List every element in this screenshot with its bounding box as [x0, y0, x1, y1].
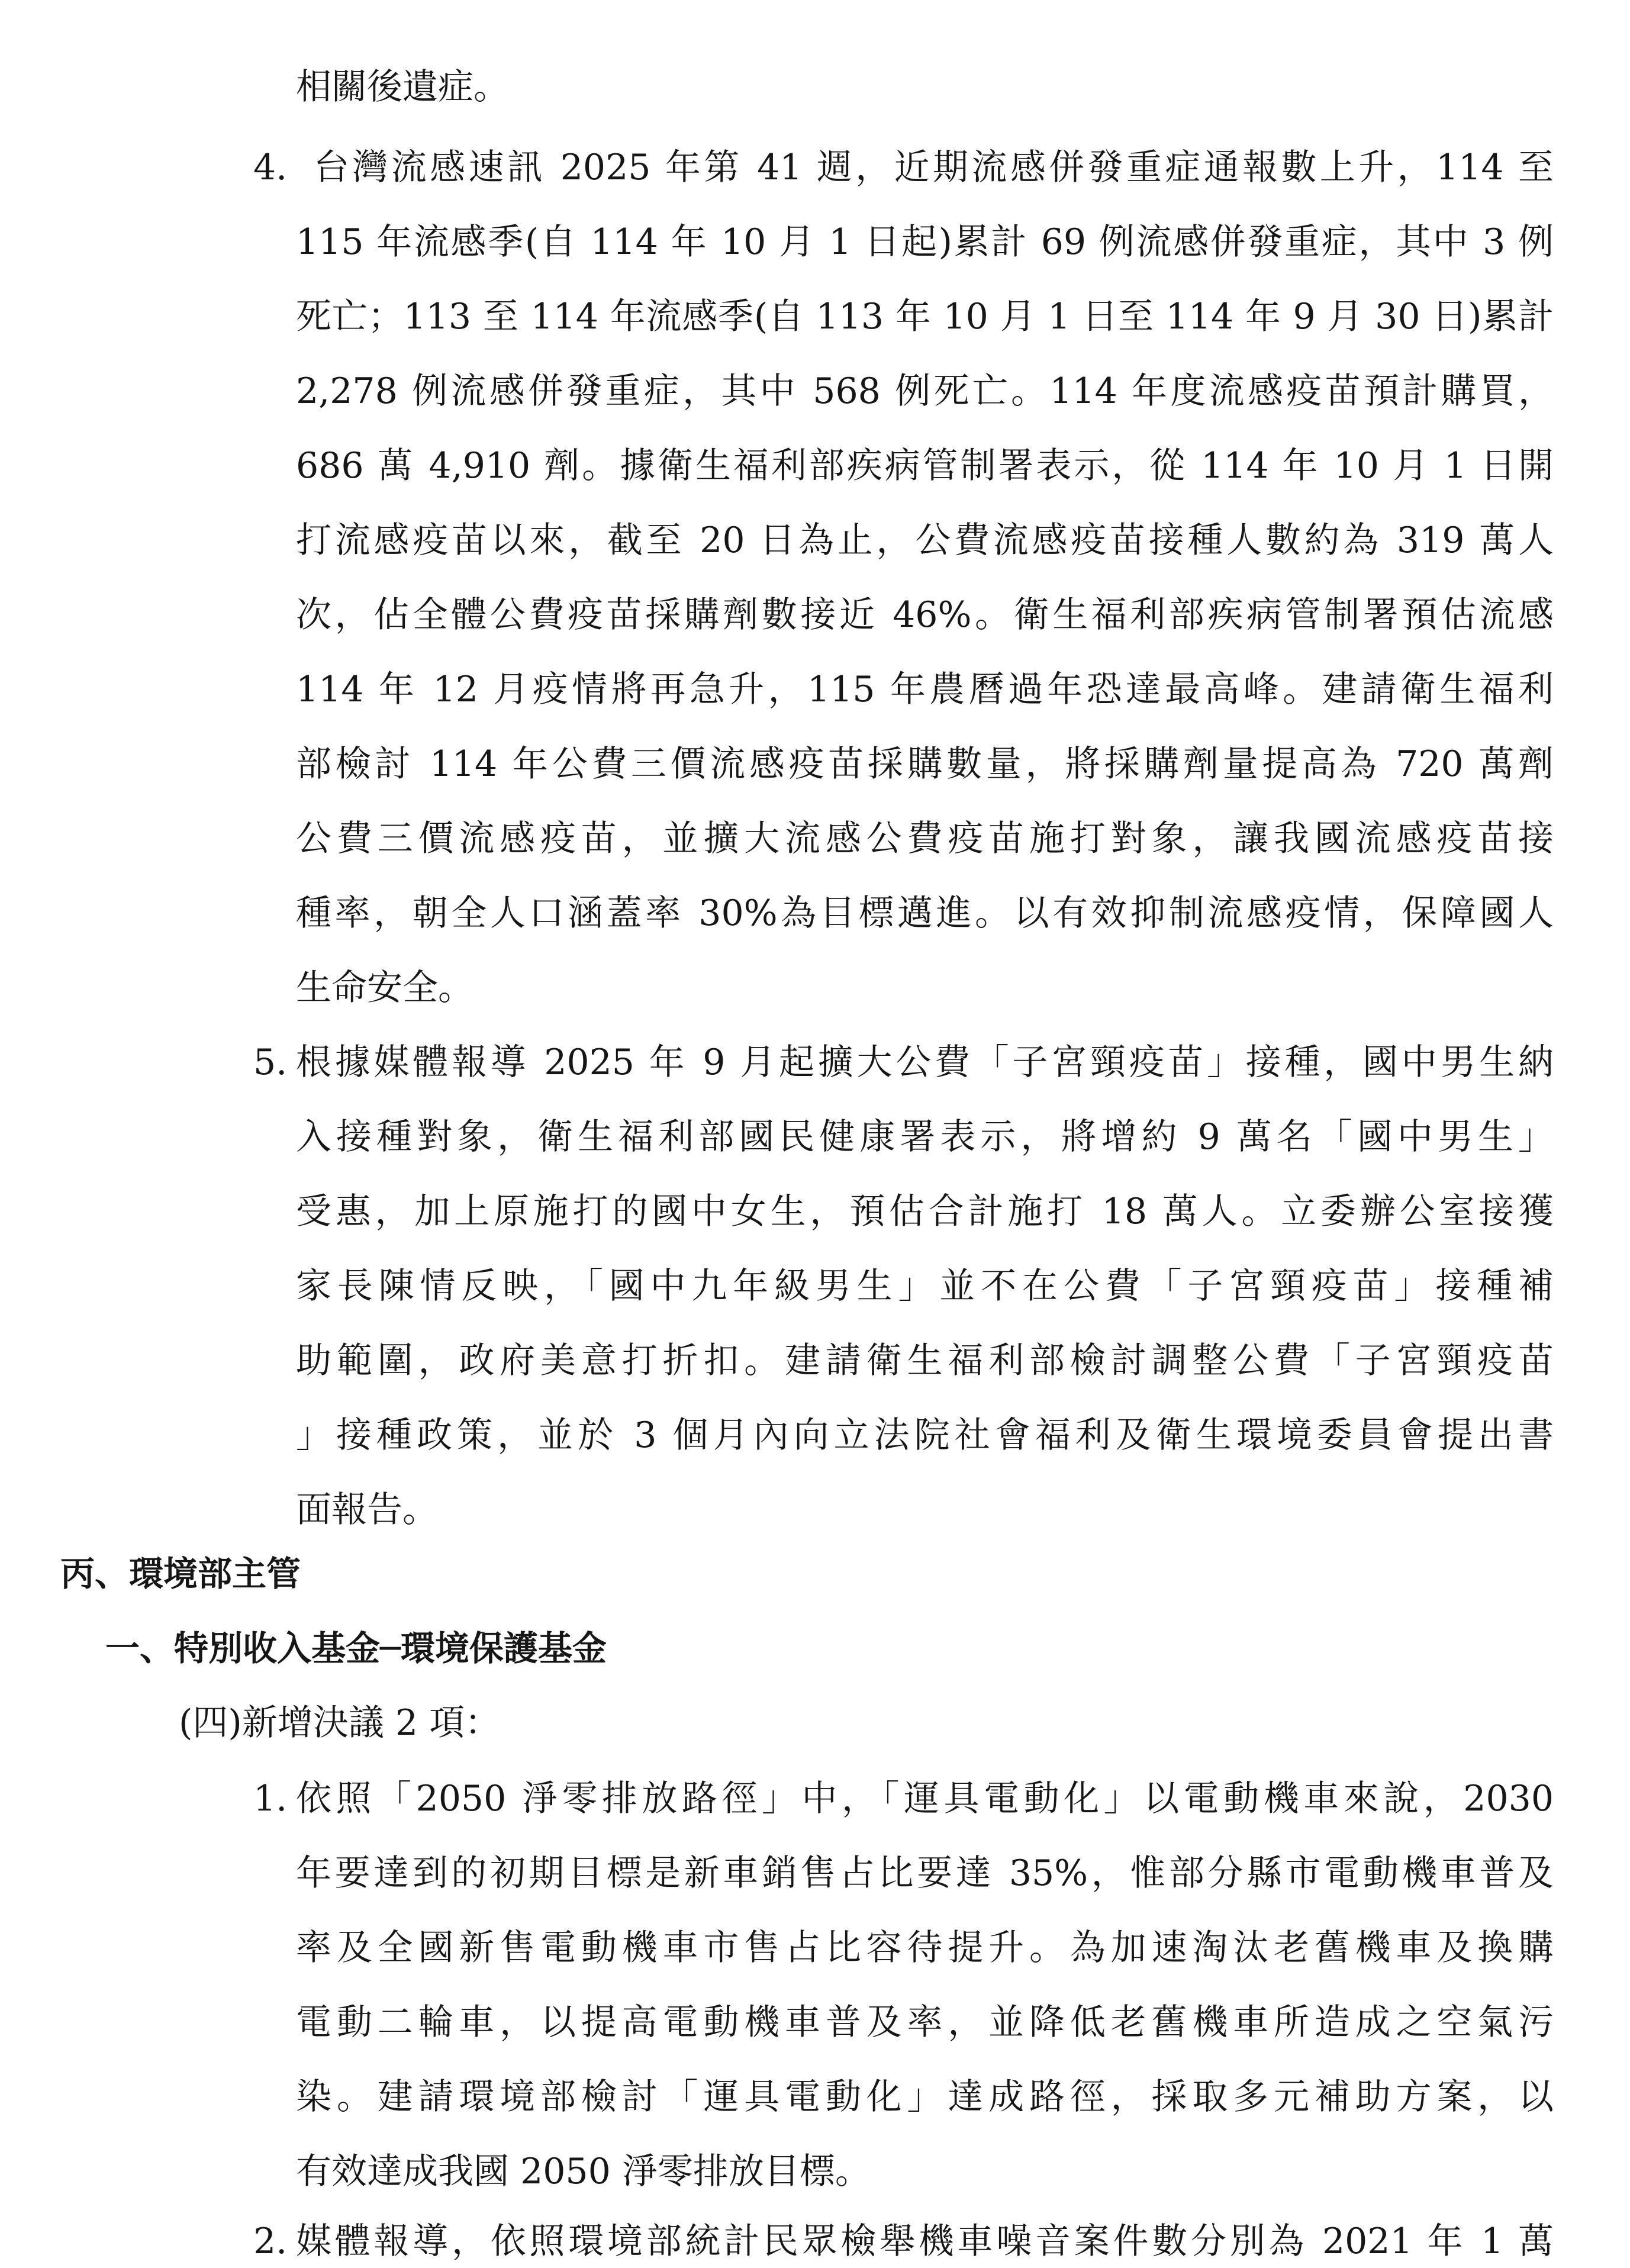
item-4-line: 686 萬 4,910 劑。據衛生福利部疾病管制署表示，從 114 年 10 月 1 日開 [296, 445, 1554, 487]
resolution-1-line: 年要達到的初期目標是新車銷售占比要達 35%，惟部分縣市電動機車普及 [296, 1853, 1554, 1894]
item-5-line: 入接種對象，衛生福利部國民健康署表示，將增約 9 萬名「國中男生」 [296, 1116, 1554, 1158]
section-heading: 丙、環境部主管 [60, 1554, 301, 1594]
item-4-line: 次，佔全體公費疫苗採購劑數接近 46%。衛生福利部疾病管制署預估流感 [296, 594, 1554, 636]
item-4-line: 種率，朝全人口涵蓋率 30%為目標邁進。以有效抑制流感疫情，保障國人 [296, 893, 1554, 934]
resolution-2-number: 2. [253, 2221, 288, 2262]
item-4-number: 4. [253, 147, 288, 188]
resolution-1-line: 率及全國新售電動機車市售占比容待提升。為加速淘汰老舊機車及換購 [296, 1927, 1554, 1969]
item-5-line: 根據媒體報導 2025 年 9 月起擴大公費「子宮頸疫苗」接種，國中男生納 [296, 1042, 1554, 1083]
resolution-2-line: 媒體報導，依照環境部統計民眾檢舉機車噪音案件數分別為 2021 年 1 萬 [296, 2221, 1554, 2262]
item-4-line: 打流感疫苗以來，截至 20 日為止，公費流感疫苗接種人數約為 319 萬人 [296, 520, 1554, 561]
resolution-1-line: 依照「2050 淨零排放路徑」中，「運具電動化」以電動機車來說，2030 [296, 1778, 1554, 1819]
item-4-line: 公費三價流感疫苗，並擴大流感公費疫苗施打對象，讓我國流感疫苗接 [296, 818, 1554, 859]
item-5-line: 」接種政策，並於 3 個月內向立法院社會福利及衛生環境委員會提出書 [296, 1415, 1554, 1456]
item-4-line: 2,278 例流感併發重症，其中 568 例死亡。114 年度流感疫苗預計購買， [296, 371, 1554, 412]
item-4-line: 生命安全。 [296, 967, 473, 1009]
item-4-line: 115 年流感季(自 114 年 10 月 1 日起)累計 69 例流感併發重症，其中 3 例 [296, 221, 1554, 263]
resolution-heading: (四)新增決議 2 項： [179, 1702, 501, 1744]
intro-line: 相關後遺症。 [296, 66, 509, 108]
item-5-line: 助範圍，政府美意打折扣。建請衛生福利部檢討調整公費「子宮頸疫苗 [296, 1340, 1554, 1381]
item-4-line: 部檢討 114 年公費三價流感疫苗採購數量，將採購劑量提高為 720 萬劑 [296, 743, 1554, 785]
subsection-heading: 一、特別收入基金─環境保護基金 [105, 1628, 607, 1668]
item-5-line: 受惠，加上原施打的國中女生，預估合計施打 18 萬人。立委辦公室接獲 [296, 1191, 1554, 1232]
item-5-number: 5. [253, 1042, 288, 1083]
item-4-line: 114 年 12 月疫情將再急升，115 年農曆過年恐達最高峰。建請衛生福利 [296, 669, 1554, 710]
item-5-line: 面報告。 [296, 1489, 438, 1531]
resolution-1-number: 1. [253, 1778, 288, 1819]
resolution-1-line: 染。建請環境部檢討「運具電動化」達成路徑，採取多元補助方案，以 [296, 2076, 1554, 2118]
item-4-line: 死亡；113 至 114 年流感季(自 113 年 10 月 1 日至 114 年 9 月 30 日)累計 [296, 296, 1554, 337]
item-5-line: 家長陳情反映，「國中九年級男生」並不在公費「子宮頸疫苗」接種補 [296, 1265, 1554, 1307]
resolution-1-line: 有效達成我國 2050 淨零排放目標。 [296, 2151, 871, 2192]
resolution-1-line: 電動二輪車，以提高電動機車普及率，並降低老舊機車所造成之空氣污 [296, 2002, 1554, 2043]
item-4-line: 台灣流感速訊 2025 年第 41 週，近期流感併發重症通報數上升，114 至 [314, 147, 1554, 188]
